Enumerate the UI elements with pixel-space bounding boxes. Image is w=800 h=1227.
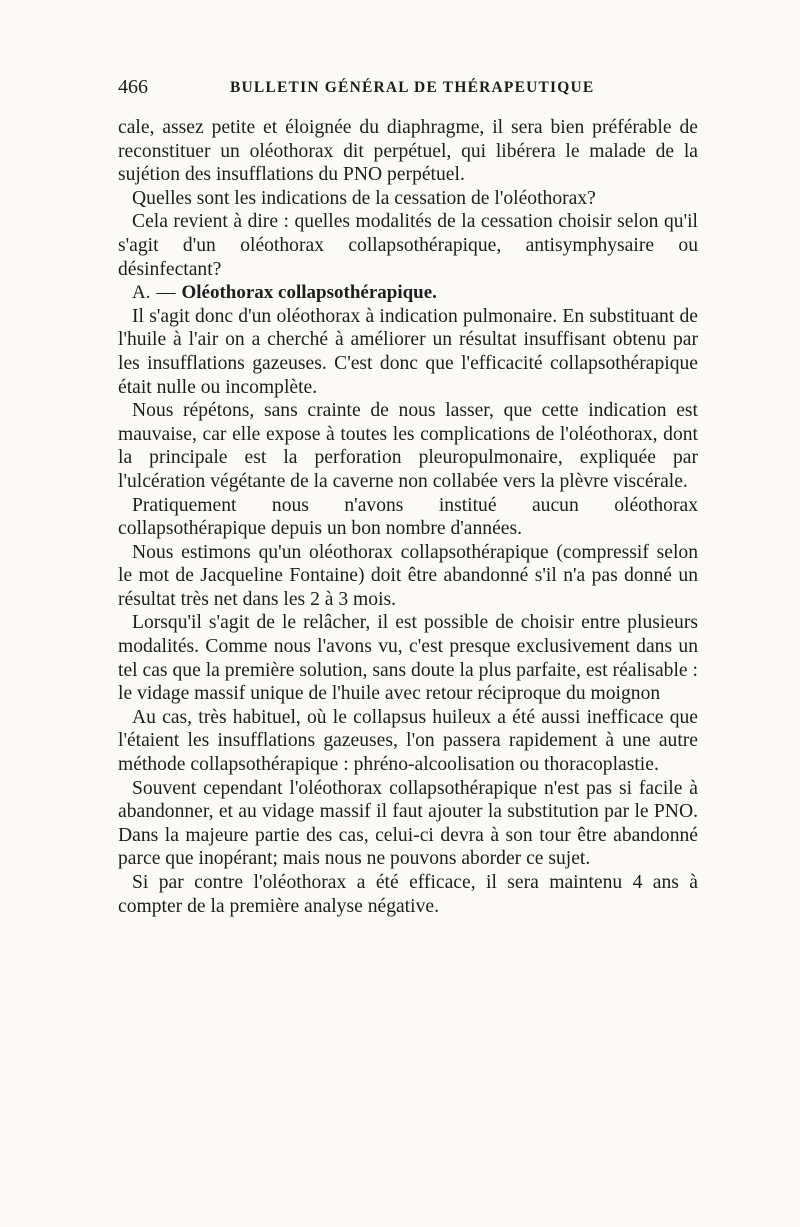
paragraph: Nous répétons, sans crainte de nous lasser, que cette indication est mauvaise, car elle expose à toutes les complications de l'oléothorax, dont la principale est la perforation pleuropulmonaire, expliquée par l'ulcération végétante de la caverne non collabée vers la plèvre viscérale. xyxy=(118,400,698,492)
paragraph: Quelles sont les indications de la cessation de l'oléothorax? xyxy=(132,187,596,209)
paragraph: Si par contre l'oléothorax a été efficace, il sera maintenu 4 ans à compter de la première analyse négative. xyxy=(118,872,698,917)
journal-title: BULLETIN GÉNÉRAL DE THÉRAPEUTIQUE xyxy=(230,79,595,96)
paragraph: Au cas, très habituel, où le collapsus huileux a été aussi inefficace que l'étaient les insufflations gazeuses, l'on passera rapidement à une autre méthode collapsothérapique : phréno-alcoolisation ou thoracoplastie. xyxy=(118,706,698,776)
paragraph: Souvent cependant l'oléothorax collapsothérapique n'est pas si facile à abandonner, et au vidage massif il faut ajouter la substitution par le PNO. Dans la majeure partie des cas, celui-ci devra à son tour être abandonné parce que inopérant; mais nous ne pouvons aborder ce sujet. xyxy=(118,777,698,870)
section-heading xyxy=(118,281,698,305)
paragraph: Lorsqu'il s'agit de le relâcher, il est possible de choisir entre plusieurs modalités. Comme nous l'avons vu, c'est presque exclusivement dans un tel cas que la première solution, sans doute la plus parfaite, est réalisable : le vidage massif unique de l'huile avec retour réciproque du moignon xyxy=(118,612,698,705)
paragraph: Nous estimons qu'un oléothorax collapsothérapique (compressif selon le mot de Jacqueline Fontaine) doit être abandonné s'il n'a pas donné un résultat très net dans les 2 à 3 mois. xyxy=(118,541,698,610)
page-number: 466 xyxy=(118,76,148,98)
section-dash: — xyxy=(156,282,176,304)
section-letter: A. xyxy=(132,282,151,304)
running-head xyxy=(118,76,698,106)
paragraph: Cela revient à dire : quelles modalités de la cessation choisir selon qu'il s'agit d'un oléothorax collapsothérapique, antisymphysaire ou désinfectant? xyxy=(118,211,698,280)
paragraph: cale, assez petite et éloignée du diaphragme, il sera bien préférable de reconstituer un oléothorax dit perpétuel, qui libérera le malade de la sujétion des insufflations du PNO perpétuel. xyxy=(118,117,698,186)
section-title: Oléothorax collapsothérapique. xyxy=(181,282,437,304)
article-body xyxy=(118,116,698,918)
paragraph: Il s'agit donc d'un oléothorax à indication pulmonaire. En substituant de l'huile à l'air on a cherché à améliorer un résultat insuffisant obtenu par les insufflations gazeuses. C'est donc que l'efficacité collapsothérapique était nulle ou incomplète. xyxy=(118,305,698,398)
paragraph: Pratiquement nous n'avons institué aucun oléothorax collapsothérapique depuis un bon nombre d'années. xyxy=(118,494,698,540)
